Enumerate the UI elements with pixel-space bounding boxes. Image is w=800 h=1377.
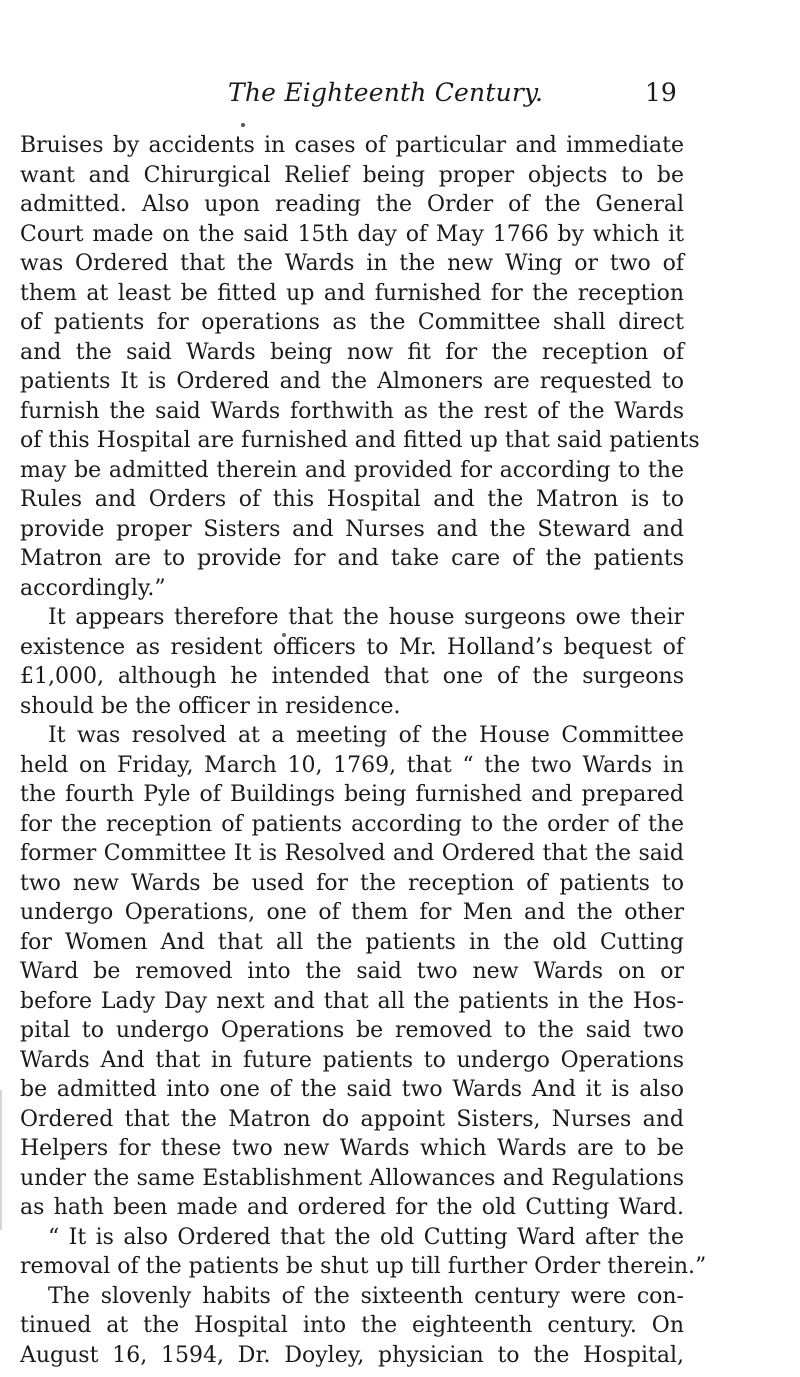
text-line: want and Chirurgical Relief being proper objects to be: [20, 162, 684, 188]
text-line: Ward be removed into the said two new Wards on or: [20, 959, 684, 984]
text-line: of patients for operations as the Committee shall direct: [20, 310, 684, 335]
running-head: [0, 78, 800, 114]
text-line: furnish the said Wards forthwith as the rest of the Wards: [20, 398, 684, 424]
text-line: held on Friday, March 10, 1769, that “ the two Wards in: [20, 752, 684, 778]
paragraph-start-line: It appears therefore that the house surgeons owe their: [48, 605, 684, 630]
paragraph-start-line: It was resolved at a meeting of the House Committee: [48, 723, 684, 748]
text-line: former Committee It is Resolved and Ordered that the said: [20, 841, 684, 866]
running-title: The Eighteenth Century.: [228, 78, 544, 107]
text-line: Matron are to provide for and take care of the patients: [20, 546, 684, 571]
text-line: them at least be fitted up and furnished for the reception: [20, 280, 684, 306]
text-line: and the said Wards being now fit for the reception of: [20, 339, 684, 365]
text-line: for the reception of patients according to the order of the: [20, 811, 684, 837]
text-line: patients It is Ordered and the Almoners are requested to: [20, 369, 684, 394]
body-text: [20, 131, 707, 1370]
text-line: removal of the patients be shut up till further Order therein.”: [20, 1254, 707, 1279]
text-line: the fourth Pyle of Buildings being furnished and prepared: [20, 782, 684, 807]
paragraph-start-line: “ It is also Ordered that the old Cutting Ward after the: [48, 1224, 684, 1250]
text-line: accordingly.”: [20, 575, 166, 601]
text-line: existence as resident officers to Mr. Holland’s bequest of: [20, 634, 684, 660]
text-line: was Ordered that the Wards in the new Wing or two of: [20, 251, 684, 276]
text-line: Wards And that in future patients to undergo Operations: [20, 1047, 684, 1073]
text-line: under the same Establishment Allowances and Regulations: [20, 1165, 684, 1191]
text-line: Rules and Orders of this Hospital and the Matron is to: [20, 487, 684, 512]
text-line: two new Wards be used for the reception of patients to: [20, 870, 684, 896]
text-line: undergo Operations, one of them for Men and the other: [20, 900, 684, 925]
text-line: be admitted into one of the said two Wards And it is also: [20, 1077, 684, 1102]
text-line: for Women And that all the patients in the old Cutting: [20, 929, 684, 955]
page-number: 19: [645, 78, 677, 107]
text-line: should be the officer in residence.: [20, 693, 401, 719]
text-line: provide proper Sisters and Nurses and the Steward and: [20, 516, 684, 542]
text-line: Bruises by accidents in cases of particular and immediate: [20, 133, 684, 158]
text-line: £1,000, although he intended that one of the surgeons: [20, 664, 684, 689]
text-line: August 16, 1594, Dr. Doyley, physician to the Hospital,: [20, 1342, 684, 1368]
text-line: admitted. Also upon reading the Order of the General: [20, 192, 684, 217]
page-edge-shadow: [0, 1090, 2, 1230]
print-speck: [241, 123, 245, 127]
text-line: may be admitted therein and provided for according to the: [20, 457, 684, 483]
text-line: Court made on the said 15th day of May 1766 by which it: [20, 221, 684, 247]
text-line: tinued at the Hospital into the eighteenth century. On: [20, 1313, 684, 1338]
text-line: Helpers for these two new Wards which Wards are to be: [20, 1136, 684, 1161]
text-line: pital to undergo Operations be removed to the said two: [20, 1018, 684, 1043]
text-line: Ordered that the Matron do appoint Sisters, Nurses and: [20, 1106, 684, 1132]
paragraph-start-line: The slovenly habits of the sixteenth century were con-: [48, 1283, 684, 1309]
text-line: of this Hospital are furnished and fitted up that said patients: [20, 428, 700, 453]
text-line: as hath been made and ordered for the old Cutting Ward.: [20, 1195, 684, 1220]
text-line: before Lady Day next and that all the patients in the Hos-: [20, 988, 684, 1014]
